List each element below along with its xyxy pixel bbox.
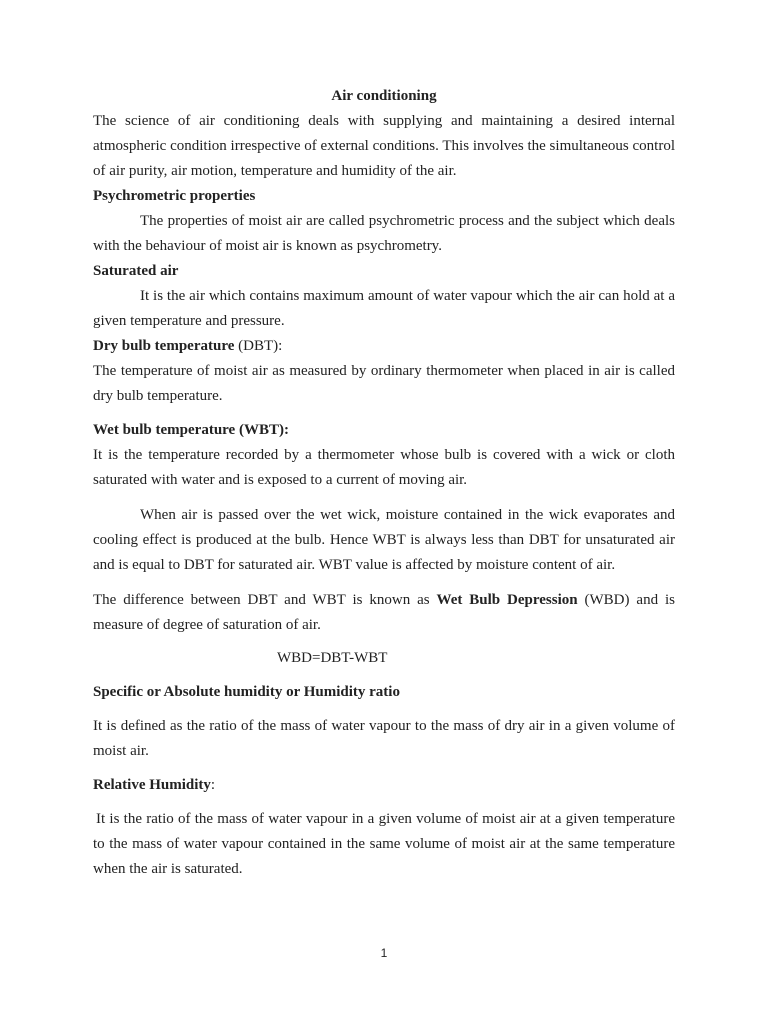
specific-humidity-paragraph: It is defined as the ratio of the mass of water vapour to the mass of dry air in a given volume of moist air.: [93, 718, 675, 759]
intro-paragraph: The science of air conditioning deals with supplying and maintaining a desired internal atmospheric condition irrespective of external conditions. This involves the simultaneous control of air purity, air motion, temperature and humidity of the air.: [93, 113, 675, 179]
dbt-paragraph: The temperature of moist air as measured by ordinary thermometer when placed in air is called dry bulb temperature.: [93, 363, 675, 404]
document-body: [93, 84, 675, 882]
relative-humidity-rest: :: [210, 777, 216, 793]
psychrometric-paragraph: The properties of moist air are called psychrometric process and the subject which deals with the behaviour of moist air is known as psychrometry.: [93, 213, 675, 254]
page-number: 1: [380, 946, 388, 960]
wbt-paragraph-2: When air is passed over the wet wick, moisture contained in the wick evaporates and cooling effect is produced at the bulb. Hence WBT is always less than DBT for unsaturated air and is equal to DBT for saturated air. WBT value is affected by moisture content of air.: [93, 507, 675, 573]
wbd-text-after: (WBD) and is measure of degree of saturation of air.: [93, 592, 675, 633]
wbd-text-before: The difference between DBT and WBT is known as: [93, 592, 437, 608]
dbt-heading-bold: Dry bulb temperature: [93, 338, 235, 354]
wbt-paragraph: It is the temperature recorded by a thermometer whose bulb is covered with a wick or cloth saturated with water and is exposed to a current of moving air.: [93, 447, 675, 488]
saturated-air-paragraph: It is the air which contains maximum amount of water vapour which the air can hold at a given temperature and pressure.: [93, 288, 675, 329]
document-title: Air conditioning: [331, 88, 437, 104]
relative-humidity-bold: Relative Humidity: [93, 777, 211, 793]
wbd-term: Wet Bulb Depression: [436, 592, 578, 608]
specific-humidity-heading: Specific or Absolute humidity or Humidity ratio: [93, 684, 400, 700]
dbt-heading: [93, 334, 675, 359]
saturated-air-heading: Saturated air: [93, 263, 179, 279]
dbt-heading-rest: (DBT):: [234, 338, 283, 354]
wbd-paragraph: [93, 588, 675, 638]
relative-humidity-heading: [93, 773, 675, 798]
psychrometric-heading: Psychrometric properties: [93, 188, 256, 204]
relative-humidity-paragraph: It is the ratio of the mass of water vapour in a given volume of moist air at a given temperature to the mass of water vapour contained in the same volume of moist air at the same temperature when the air is saturated.: [93, 811, 675, 877]
wbt-heading: Wet bulb temperature (WBT):: [93, 422, 289, 438]
wbd-formula: WBD=DBT-WBT: [277, 650, 388, 666]
